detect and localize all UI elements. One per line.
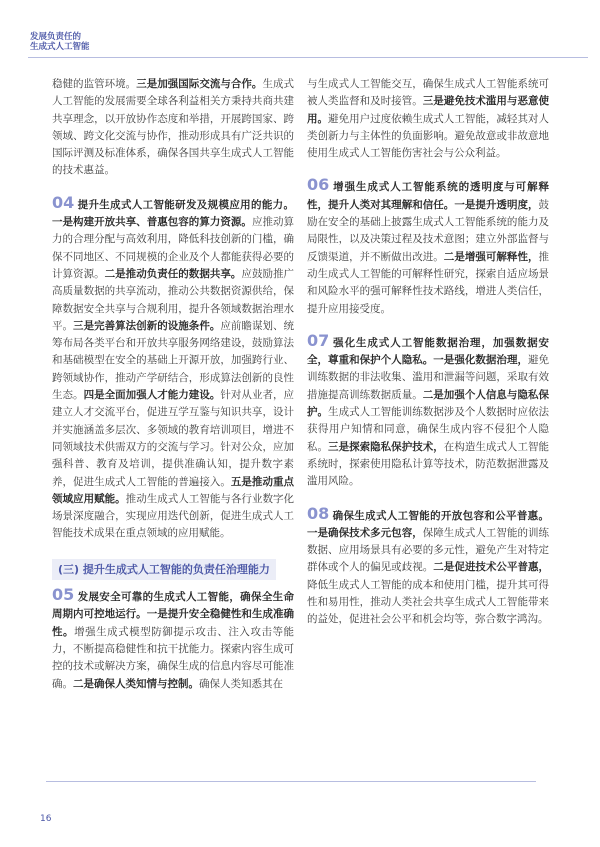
bold-text: 一是确保技术多元包容，: [307, 526, 423, 539]
running-header: [30, 32, 90, 52]
text: 应前瞻谋划、统筹布局各类平台和开放共享服务网络建设，鼓励算法和基础模型在安全的基础上开源开放，加强跨行业、跨领域协作，推动产学研结合，形成算法创新的良性生态。: [52, 319, 295, 402]
header-line-1: 发展负责任的: [30, 32, 82, 42]
right-column: [307, 76, 549, 629]
bold-text: 二是加强个人信息与隐私保护。: [307, 388, 549, 419]
text: 应推动算力的合理分配与高效利用，降低科技创新的门槛，确保不同地区、不同规模的企业及个人都能获得必要的计算资源。: [52, 216, 295, 280]
bold-text: 一是构建开放共享、普惠包容的算力资源。: [52, 216, 252, 229]
bold-text: 五是推动重点领域应用赋能。: [52, 475, 295, 505]
text: 鼓励在安全的基础上披露生成式人工智能系统的能力及局限性，以及决策过程及技术意图；建立外部监督与反馈渠道，并不断做出改进。: [307, 198, 550, 263]
section-number: 06: [307, 175, 330, 195]
subsection-heading: (三) 提升生成式人工智能的负责任治理能力: [52, 559, 276, 580]
text: 避免用户过度依赖生成式人工智能，减轻其对人类创新力与主体性的负面影响。避免故意或非故意地使用生成式人工智能伤害社会与公众利益。: [307, 112, 550, 160]
section-title: 确保生成式人工智能的开放包容和公平普惠。: [332, 509, 549, 522]
bold-text: 二是增强可解释性，: [443, 250, 539, 263]
paragraph-intro: [52, 76, 294, 180]
text: 降低生成式人工智能的成本和使用门槛，提升其可得性和易用性，推动人类社会共享生成式人工智能带来的益处，促进社会公平和机会均等，弥合数字鸿沟。: [307, 578, 549, 626]
section-07: [307, 332, 549, 491]
section-title: 提升生成式人工智能研发及规模应用的能力。: [77, 198, 294, 211]
text: 生成式人工智能训练数据涉及个人数据时应依法获得用户知情和同意，确保生成内容不侵犯个人隐私。: [307, 406, 550, 453]
bold-text: 二是促进技术公平普惠，: [433, 561, 550, 574]
bold-text: 四是全面加强人才能力建设。: [83, 389, 221, 402]
section-number: 07: [307, 330, 330, 350]
text: 保障生成式人工智能的训练数据、应用场景具有必要的多元性，避免产生对特定群体或个人的偏见或歧视。: [307, 526, 549, 574]
section-number: 04: [52, 192, 75, 212]
section-08: [307, 505, 549, 629]
section-06: [307, 176, 549, 317]
text: 推动生成式人工智能与各行业数字化场景深度融合，实现应用迭代创新，促进生成式人工智能技术成果在重点领域的应用赋能。: [52, 492, 295, 540]
text: 推动生成式人工智能的可解释性研究，探索自适应场景和风险水平的强可解释性技术路线，增进人类信任，提升应用接受度。: [307, 250, 550, 315]
section-04: [52, 194, 294, 543]
text: 针对从业者，应建立人才交流平台，促进互学互鉴与知识共享，设计并实施涵盖多层次、多领域的教育培训项目，增进不同领域技术供需双方的交流与学习。针对公众，应加强科普、教育及培训，提供准确认知，提升数字素养，促进生成式人工智能的普遍接入。: [52, 389, 295, 488]
section-number: 05: [52, 585, 75, 605]
section-05: [52, 586, 294, 693]
section-number: 08: [307, 503, 330, 523]
paragraph-continued: [307, 76, 549, 162]
bold-text: 三是探索隐私保护技术，: [328, 440, 444, 453]
bold-text: 二是推动负责任的数据共享。: [104, 267, 242, 280]
text: 与生成式人工智能交互，确保生成式人工智能系统可被人类监督和及时接管。: [307, 78, 549, 108]
bold-text: 三是完善算法创新的设施条件。: [73, 319, 221, 332]
text: 应鼓励推广高质量数据的共享流动，推动公共数据资源供给，保障数据安全共享与合规利用，提升各领域数据治理水平。: [52, 267, 295, 332]
bold-text: 三是避免技术滥用与恶意使用。: [307, 95, 549, 125]
section-title: 发展安全可靠的生成式人工智能，确保全生命周期内可控地运行。: [52, 591, 294, 621]
footer-divider: [46, 781, 536, 782]
text: 确保人类知悉其在: [199, 677, 283, 690]
bold-text: 二是确保人类知情与控制。: [73, 677, 199, 690]
text: 增强生成式模型防御提示攻击、注入攻击等能力，不断提高稳健性和抗干扰能力。探索内容生成可控的技术或解决方案，确保生成的信息内容尽可能准确。: [52, 625, 295, 690]
text: 稳健的监管环境。: [52, 78, 137, 90]
bold-text: 一是提升安全稳健性和生成准确性。: [52, 608, 295, 638]
bold-text: 一是强化数据治理，: [433, 354, 528, 367]
left-column: [52, 76, 294, 693]
section-title: 强化生成式人工智能数据治理，加强数据安全，尊重和保护个人隐私。: [307, 336, 549, 367]
header-divider: [28, 57, 588, 58]
bold-text: 一是提升透明度，: [454, 198, 539, 211]
text: 在构造生成式人工智能系统时，探索使用隐私计算等技术，防范数据泄露及滥用风险。: [307, 440, 550, 488]
page-number: 16: [40, 814, 52, 824]
bold-text: 三是加强国际交流与合作。: [136, 78, 263, 90]
header-line-2: 生成式人工智能: [30, 42, 90, 52]
text: 避免训练数据的非法收集、滥用和泄漏等问题，采取有效措施提高训练数据质量。: [307, 354, 550, 401]
section-title: 增强生成式人工智能系统的透明度与可解释性，提升人类对其理解和信任。: [307, 181, 549, 211]
text: 生成式人工智能的发展需要全球各利益相关方秉持共商共建共享理念，以开放协作态度和举措，开展跨国家、跨领域、跨文化交流与协作，推动形成具有广泛共识的国际评测及标准体系，确保各国共享生成式人工智能的技术惠益。: [52, 78, 295, 177]
